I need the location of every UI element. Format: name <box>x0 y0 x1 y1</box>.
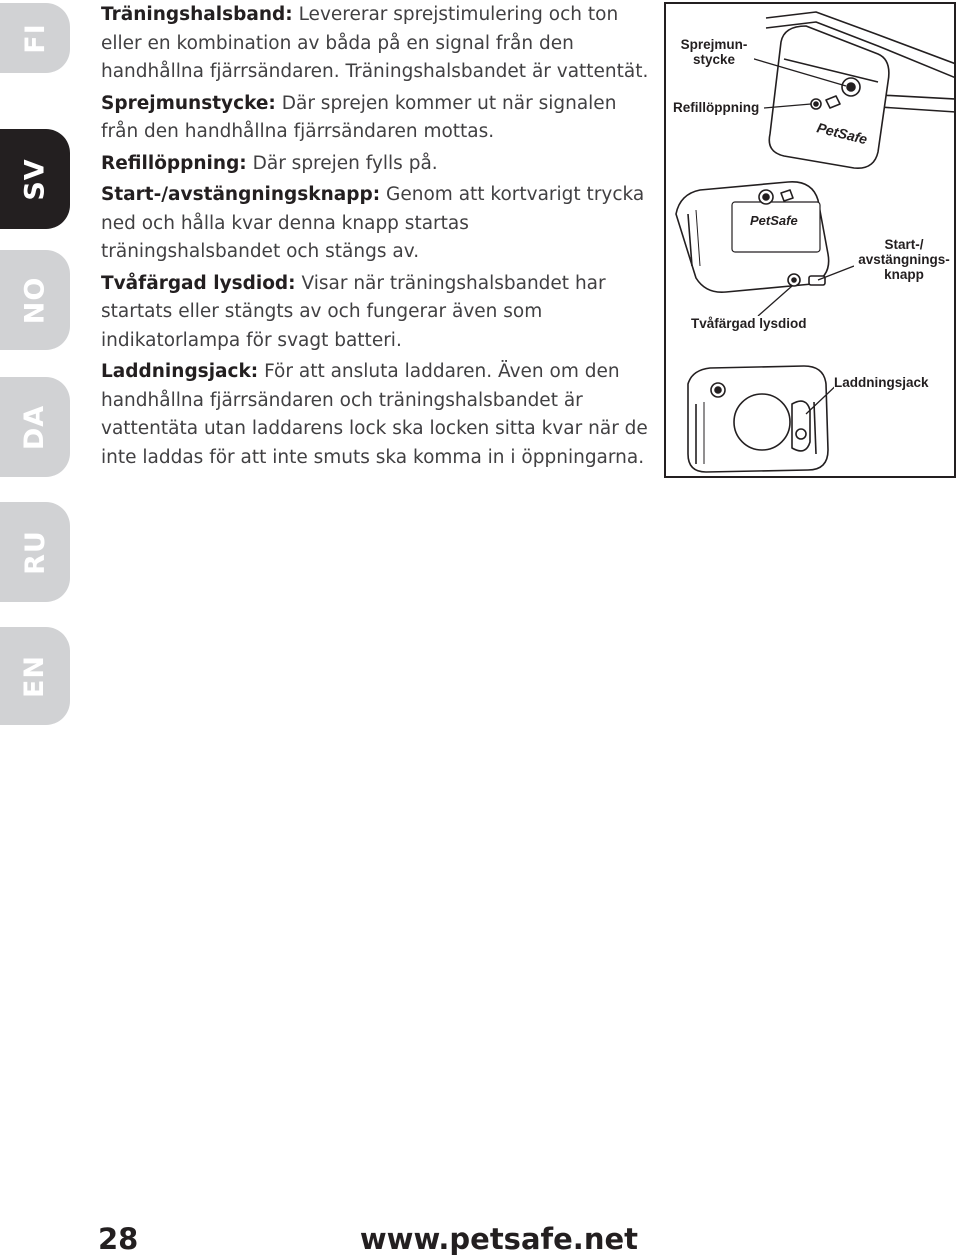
label-charging-jack: Laddningsjack <box>834 375 929 390</box>
tab-label-en: EN <box>19 654 51 698</box>
tab-label-sv: SV <box>19 157 51 201</box>
label-led: Tvåfärgad lysdiod <box>691 316 807 331</box>
definition-list <box>101 1 651 475</box>
tab-sv[interactable] <box>0 129 70 229</box>
tab-ru[interactable] <box>0 502 70 602</box>
description: Där sprejen fylls på. <box>252 152 438 174</box>
definition-power-button <box>101 181 651 267</box>
description: Visar när träningshalsbandet har startats eller stängts av och fungerar även som indikatorlampa för svagt batteri. <box>101 272 606 351</box>
website-url[interactable]: www.petsafe.net <box>359 1222 638 1256</box>
collar-illustration <box>664 2 956 478</box>
page-number: 28 <box>98 1222 139 1256</box>
label-refill-opening: Refillöppning <box>673 100 760 115</box>
tab-label-ru: RU <box>19 529 51 575</box>
tab-en[interactable] <box>0 627 70 725</box>
term: Laddningsjack: <box>101 361 259 382</box>
tab-label-da: DA <box>19 404 51 450</box>
brand-logo-top: PetSafe <box>815 119 869 148</box>
term: Träningshalsband: <box>101 4 293 25</box>
definition-led <box>101 270 651 356</box>
term: Refillöppning: <box>101 152 247 174</box>
label-power-button: Start-/ avstängnings- knapp <box>854 237 954 282</box>
tab-da[interactable] <box>0 377 70 477</box>
tab-label-fi: FI <box>19 22 51 54</box>
description: Levererar sprejstimulering och ton eller en kombination av båda på en signal från den handhållna fjärrsändaren. Träningshalsbandet är vattentät. <box>101 4 649 82</box>
definition-refill-opening <box>101 150 651 179</box>
term: Sprejmunstycke: <box>101 92 276 114</box>
definition-charging-jack <box>101 358 651 472</box>
definition-spray-nozzle <box>101 90 651 147</box>
tab-fi[interactable] <box>0 3 70 73</box>
description: För att ansluta laddaren. Även om den handhållna fjärrsändaren och träningshalsbandet är vattentäta utan laddarens lock ska locken sitta kvar när de inte laddas för att inte smuts ska komma in i öppningarna. <box>101 361 648 468</box>
brand-logo-middle: PetSafe <box>750 213 798 228</box>
term: Tvåfärgad lysdiod: <box>101 272 296 294</box>
tab-no[interactable] <box>0 250 70 350</box>
label-spray-nozzle: Sprejmun- stycke <box>674 37 754 67</box>
description: Genom att kortvarigt trycka ned och hålla kvar denna knapp startas träningshalsbandet och stängs av. <box>101 184 645 262</box>
term: Start-/avstängningsknapp: <box>101 184 381 205</box>
tab-label-no: NO <box>19 276 51 324</box>
description: Där sprejen kommer ut när signalen från den handhållna fjärrsändaren mottas. <box>101 92 617 142</box>
definition-training-collar <box>101 1 651 87</box>
